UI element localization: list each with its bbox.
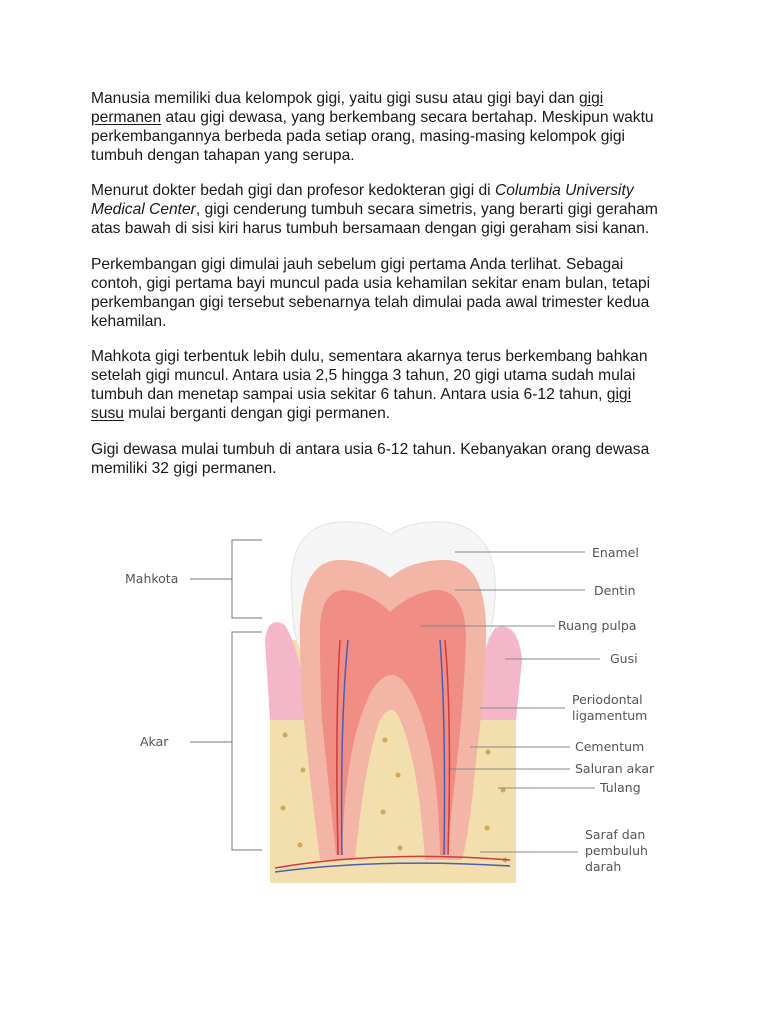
text-segment: perkembangan gigi tersebut sebenarnya telah dimulai pada awal trimester kedua	[91, 294, 650, 311]
italic-text: Medical Center	[91, 201, 196, 218]
text-segment: Menurut dokter bedah gigi dan profesor kedokteran gigi di	[91, 182, 495, 199]
paragraph	[91, 440, 649, 478]
paragraph	[91, 181, 658, 238]
text-segment: tumbuh dengan tahapan yang serupa.	[91, 147, 355, 164]
tooth-anatomy-diagram	[100, 510, 660, 890]
left-brackets	[190, 540, 262, 850]
inline-link[interactable]: gigi	[579, 90, 604, 107]
label-akar: Akar	[140, 734, 169, 749]
label-dentin: Dentin	[594, 583, 636, 598]
label-ruang-pulpa: Ruang pulpa	[558, 618, 637, 633]
label-mahkota: Mahkota	[125, 571, 179, 586]
label-saraf-1: Saraf dan	[585, 827, 646, 842]
inline-link[interactable]: susu	[91, 405, 124, 422]
text-segment: atas bawah di sisi kiri harus tumbuh bersamaan dengan gigi geraham sisi kanan.	[91, 220, 650, 237]
label-saraf-2: pembuluh	[585, 843, 648, 858]
label-tulang: Tulang	[600, 780, 641, 795]
paragraph	[91, 89, 654, 165]
text-line	[91, 274, 650, 293]
label-enamel: Enamel	[592, 545, 639, 560]
text-segment: setelah gigi muncul. Antara usia 2,5 hingga 3 tahun, 20 gigi utama sudah mulai	[91, 367, 636, 384]
text-segment: mulai berganti dengan gigi permanen.	[123, 405, 391, 422]
text-line	[91, 219, 658, 238]
text-line	[91, 312, 650, 331]
text-segment: Gigi dewasa mulai tumbuh di antara usia 6-12 tahun. Kebanyakan orang dewasa	[91, 441, 650, 458]
label-ligamentum: ligamentum	[572, 708, 648, 723]
text-line	[91, 108, 654, 127]
text-line	[91, 146, 654, 165]
text-segment: kehamilan.	[91, 313, 167, 330]
paragraph	[91, 255, 650, 331]
text-line	[91, 404, 648, 423]
text-segment: tumbuh dan menetap sampai usia sekitar 6 tahun. Antara usia 6-12 tahun,	[91, 386, 607, 403]
inline-link[interactable]: gigi	[606, 386, 632, 403]
text-line	[91, 385, 648, 404]
inline-link[interactable]: permanen	[91, 109, 162, 126]
label-saluran-akar: Saluran akar	[575, 761, 655, 776]
text-line	[91, 255, 650, 274]
text-line	[91, 347, 648, 366]
text-line	[91, 366, 648, 385]
text-segment: atau gigi dewasa, yang berkembang secara bertahap. Meskipun waktu	[161, 109, 654, 126]
text-line	[91, 459, 649, 478]
text-segment: memiliki 32 gigi permanen.	[91, 460, 277, 477]
text-line	[91, 89, 654, 108]
label-cementum: Cementum	[575, 739, 645, 754]
label-saraf-3: darah	[585, 859, 622, 874]
text-segment: Mahkota gigi terbentuk lebih dulu, sementara akarnya terus berkembang bahkan	[91, 348, 648, 365]
text-segment: perkembangannya berbeda pada setiap orang, masing-masing kelompok gigi	[91, 128, 625, 145]
label-gusi: Gusi	[610, 651, 638, 666]
label-periodontal: Periodontal	[572, 692, 643, 707]
text-line	[91, 127, 654, 146]
text-segment: , gigi cenderung tumbuh secara simetris, yang berarti gigi geraham	[195, 201, 658, 218]
text-line	[91, 200, 658, 219]
text-line	[91, 181, 658, 200]
text-line	[91, 293, 650, 312]
text-segment: Perkembangan gigi dimulai jauh sebelum gigi pertama Anda terlihat. Sebagai	[91, 256, 624, 273]
text-segment: Manusia memiliki dua kelompok gigi, yaitu gigi susu atau gigi bayi dan	[91, 90, 579, 107]
italic-text: Columbia University	[494, 182, 634, 199]
text-line	[91, 440, 649, 459]
text-segment: contoh, gigi pertama bayi muncul pada usia kehamilan sekitar enam bulan, tetapi	[91, 275, 651, 292]
paragraph	[91, 347, 648, 423]
